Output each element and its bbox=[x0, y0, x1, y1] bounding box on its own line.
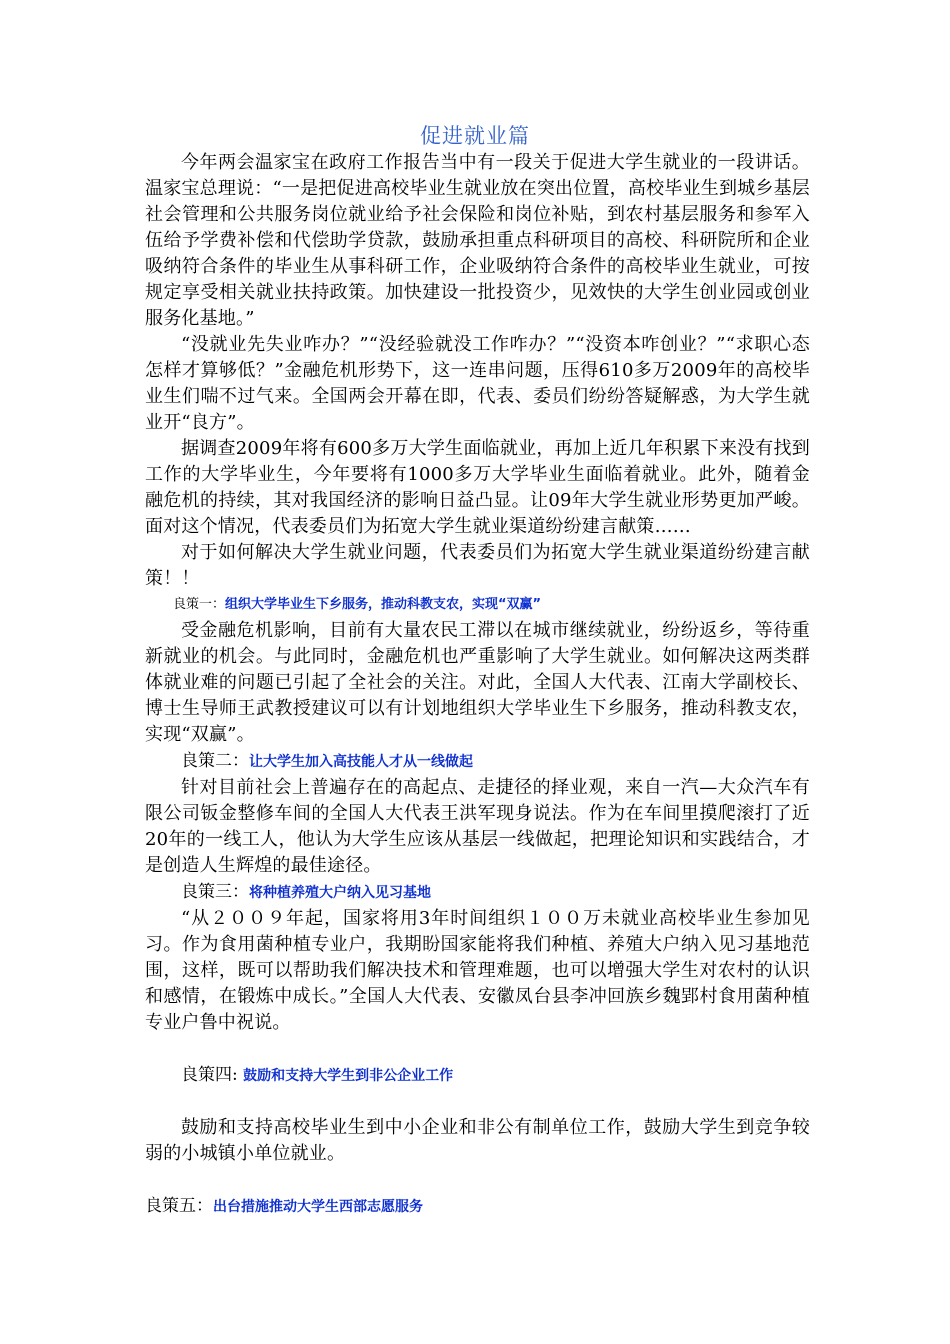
heading-1-text: 组织大学毕业生下乡服务，推动科教支农，实现“双赢” bbox=[225, 597, 542, 612]
paragraph-7: “从２００９年起，国家将用3年时间组织１００万未就业高校毕业生参加见习。作为食用菌种植专业户，我期盼国家能将我们种植、养殖大户纳入见习基地范围，这样，既可以帮助我们解决技术和管理难题，也可以增强大学生对农村的认识和感情，在锻炼中成长。”全国人大代表、安徽凤台县李冲回族乡魏郢村食用菌种植专业户鲁中祝说。 bbox=[145, 908, 810, 1033]
heading-3-prefix: 良策三： bbox=[181, 882, 249, 902]
paragraph-5: 受金融危机影响，目前有大量农民工滞以在城市继续就业，纷纷返乡，等待重新就业的机会。与此同时，金融危机也严重影响了大学生就业。如何解决这两类群体就业难的问题已引起了全社会的关注。对此，全国人大代表、江南大学副校长、博士生导师王武教授建议可以有计划地组织大学毕业生下乡服务，推动科教支农，实现“双赢”。 bbox=[145, 620, 810, 745]
heading-3-text: 将种植养殖大户纳入见习基地 bbox=[249, 885, 431, 901]
paragraph-6: 针对目前社会上普遍存在的高起点、走捷径的择业观，来自一汽—大众汽车有限公司钣金整修车间的全国人大代表王洪军现身说法。作为在车间里摸爬滚打了近20年的一线工人，他认为大学生应该从基层一线做起，把理论知识和实践结合，才是创造人生辉煌的最佳途径。 bbox=[145, 777, 810, 876]
paragraph-8: 鼓励和支持高校毕业生到中小企业和非公有制单位工作，鼓励大学生到竞争较弱的小城镇小单位就业。 bbox=[145, 1117, 810, 1164]
heading-4-prefix: 良策四: bbox=[181, 1065, 244, 1085]
document-body bbox=[145, 150, 810, 1220]
heading-2-text: 让大学生加入高技能人才从一线做起 bbox=[249, 754, 473, 770]
heading-strategy-3 bbox=[145, 879, 810, 906]
heading-4-text: 鼓励和支持大学生到非公企业工作 bbox=[243, 1068, 454, 1084]
paragraph-4: 对于如何解决大学生就业问题，代表委员们为拓宽大学生就业渠道纷纷建言献策！！ bbox=[145, 542, 810, 589]
paragraph-1: 今年两会温家宝在政府工作报告当中有一段关于促进大学生就业的一段讲话。温家宝总理说：“一是把促进高校毕业生就业放在突出位置，高校毕业生到城乡基层社会管理和公共服务岗位就业给予社会保险和岗位补贴，到农村基层服务和参军入伍给予学费补偿和代偿助学贷款，鼓励承担重点科研项目的高校、科研院所和企业吸纳符合条件的毕业生从事科研工作，企业吸纳符合条件的高校毕业生就业，可按规定享受相关就业扶持政策。加快建设一批投资少，见效快的大学生创业园或创业服务化基地。” bbox=[145, 152, 810, 329]
heading-strategy-4 bbox=[145, 1062, 810, 1089]
paragraph-3: 据调查2009年将有600多万大学生面临就业，再加上近几年积累下来没有找到工作的大学毕业生，今年要将有1000多万大学毕业生面临着就业。此外，随着金融危机的持续，其对我国经济的影响日益凸显。让09年大学生就业形势更加严峻。面对这个情况，代表委员们为拓宽大学生就业渠道纷纷建言献策…… bbox=[145, 438, 810, 537]
heading-5-text: 出台措施推动大学生西部志愿服务 bbox=[213, 1199, 423, 1215]
paragraph-2: “没就业先失业咋办？”“没经验就没工作咋办？”“没资本咋创业？”“求职心态怎样才算够低？”金融危机形势下，这一连串问题，压得610多万2009年的高校毕业生们喘不过气来。全国两会开幕在即，代表、委员们纷纷答疑解惑，为大学生就业开“良方”。 bbox=[145, 334, 810, 433]
heading-2-prefix: 良策二： bbox=[181, 751, 249, 771]
spacer bbox=[145, 1036, 810, 1062]
spacer bbox=[145, 1167, 810, 1193]
spacer bbox=[145, 1089, 810, 1115]
heading-strategy-1 bbox=[145, 592, 810, 618]
heading-5-prefix: 良策五： bbox=[145, 1196, 213, 1216]
heading-strategy-5 bbox=[145, 1193, 810, 1220]
page-title: 促进就业篇 bbox=[420, 124, 530, 148]
heading-1-prefix: 良策一： bbox=[173, 597, 226, 612]
heading-strategy-2 bbox=[145, 748, 810, 775]
